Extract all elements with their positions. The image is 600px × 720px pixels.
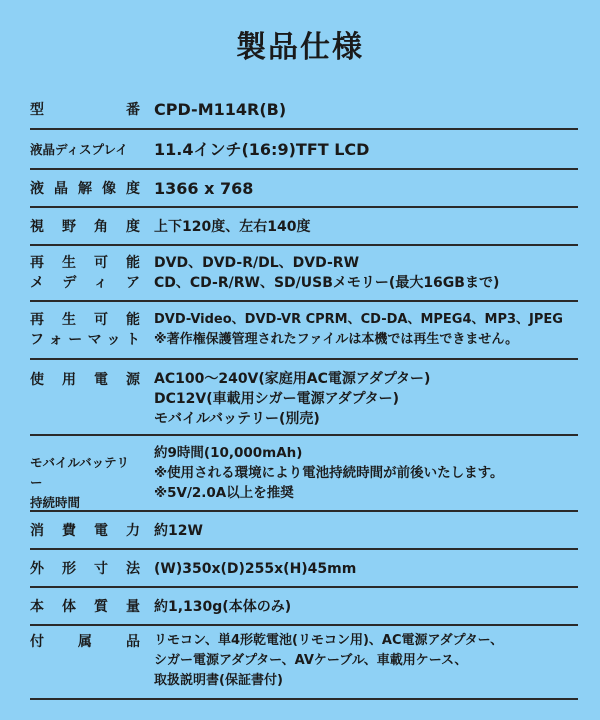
spec-label: 付属品 (30, 634, 140, 650)
spec-label: 再生可能 メディア (30, 255, 140, 291)
spec-value: 上下120度、左右140度 (154, 219, 311, 235)
spec-row-format (30, 302, 578, 360)
spec-value: 1366 x 768 (154, 179, 254, 198)
spec-label: モバイルバッテリー 持続時間 (30, 455, 130, 510)
spec-row-model (30, 88, 578, 130)
spec-row-media (30, 246, 578, 302)
spec-label: 液晶ディスプレイ (30, 142, 128, 157)
spec-row-accessories (30, 626, 578, 700)
spec-row-viewing-angle (30, 208, 578, 246)
spec-value: リモコン、単4形乾電池(リモコン用)、AC電源アダプター、 シガー電源アダプター、AVケーブル、車載用ケース、 取扱説明書(保証書付) (154, 633, 504, 688)
spec-label: 再生可能 フォーマット (30, 312, 140, 348)
spec-row-power-consumption (30, 512, 578, 550)
page-title: 製品仕様 (236, 30, 364, 65)
spec-label: 本体質量 (30, 599, 140, 615)
spec-label: 使用電源 (30, 372, 140, 388)
spec-value: (W)350x(D)255x(H)45mm (154, 561, 357, 577)
spec-value: 約1,130g(本体のみ) (154, 599, 292, 615)
spec-value: CPD-M114R(B) (154, 100, 287, 119)
spec-label: 消費電力 (30, 523, 140, 539)
spec-row-weight (30, 588, 578, 626)
spec-value: 約12W (154, 523, 203, 539)
spec-value: 約9時間(10,000mAh) ※使用される環境により電池持続時間が前後いたします。 ※5V/2.0A以上を推奨 (154, 445, 504, 501)
spec-value: 11.4インチ(16:9)TFT LCD (154, 140, 370, 159)
spec-row-battery-life (30, 436, 578, 512)
spec-value: DVD、DVD-R/DL、DVD-RW CD、CD-R/RW、SD/USBメモリー(最大16GBまで) (154, 255, 500, 291)
spec-row-resolution (30, 170, 578, 208)
spec-row-dimensions (30, 550, 578, 588)
spec-row-display (30, 130, 578, 170)
spec-row-power-source (30, 360, 578, 436)
spec-label: 型 番 (30, 102, 140, 118)
spec-label: 視野角度 (30, 219, 140, 235)
spec-label: 外形寸法 (30, 561, 140, 577)
spec-value: AC100〜240V(家庭用AC電源アダプター) DC12V(車載用シガー電源アダプター) モバイルバッテリー(別売) (154, 371, 431, 427)
spec-value: DVD-Video、DVD-VR CPRM、CD-DA、MPEG4、MP3、JPEG ※著作権保護管理されたファイルは本機では再生できません。 (154, 312, 563, 347)
spec-label: 液晶解像度 (30, 181, 140, 197)
